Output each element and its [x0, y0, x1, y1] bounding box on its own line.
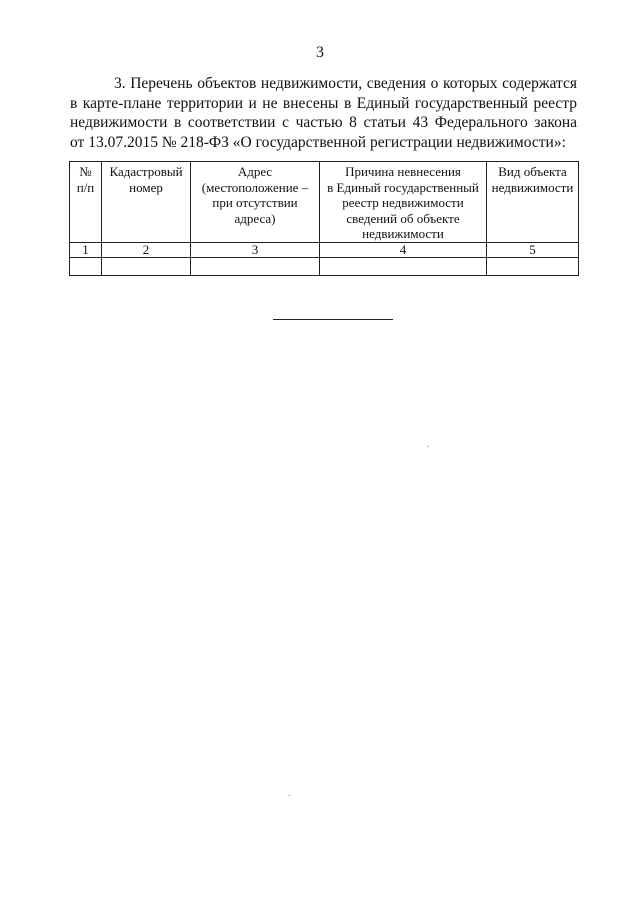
table-cell	[102, 257, 191, 275]
real-estate-objects-table	[69, 161, 579, 276]
table-cell	[191, 257, 320, 275]
header-line: адреса)	[234, 210, 276, 226]
column-number-cell: 3	[191, 242, 320, 257]
column-number-cell: 4	[320, 242, 487, 257]
paragraph-line: в карте-плане территории и не внесены в Единый государственный реестр	[70, 94, 577, 112]
table-column-numbers-row	[70, 242, 579, 257]
page-number: 3	[316, 44, 324, 61]
header-line: Кадастровый	[109, 164, 183, 179]
header-line: недвижимости	[362, 226, 444, 241]
paragraph-line: недвижимости в соответствии с частью 8 статьи 43 Федерального закона	[70, 114, 577, 131]
table-cell	[487, 257, 579, 275]
header-address	[191, 162, 320, 243]
end-separator-line	[273, 319, 393, 320]
paragraph-line: 3. Перечень объектов недвижимости, сведения о которых содержатся	[114, 75, 577, 92]
header-number	[70, 162, 102, 243]
table-header-row	[70, 162, 579, 243]
header-line: номер	[129, 179, 163, 195]
header-line: реестр недвижимости	[342, 195, 464, 210]
header-line: Адрес	[237, 164, 273, 179]
header-line: Вид объекта	[498, 164, 567, 179]
header-line: п/п	[76, 179, 95, 195]
header-line: при отсутствии	[212, 195, 298, 210]
header-line: сведений об объекте	[346, 210, 460, 226]
table-row	[70, 257, 579, 275]
paragraph-line: от 13.07.2015 № 218-ФЗ «О государственной регистрации недвижимости»:	[70, 133, 566, 151]
scan-speck	[427, 446, 429, 447]
header-line: в Единый государственный	[327, 179, 479, 195]
header-reason	[320, 162, 487, 243]
header-line: №	[79, 164, 92, 179]
column-number-cell: 1	[70, 242, 102, 257]
scan-speck	[288, 795, 290, 796]
table-cell	[70, 257, 102, 275]
header-line: недвижимости	[491, 179, 574, 195]
column-number-cell: 2	[102, 242, 191, 257]
header-line: (местоположение –	[201, 179, 309, 195]
section-paragraph	[70, 74, 577, 152]
header-line: Причина невнесения	[345, 164, 461, 179]
header-object-type	[487, 162, 579, 243]
column-number-cell: 5	[487, 242, 579, 257]
header-cadastral-number	[102, 162, 191, 243]
table-cell	[320, 257, 487, 275]
